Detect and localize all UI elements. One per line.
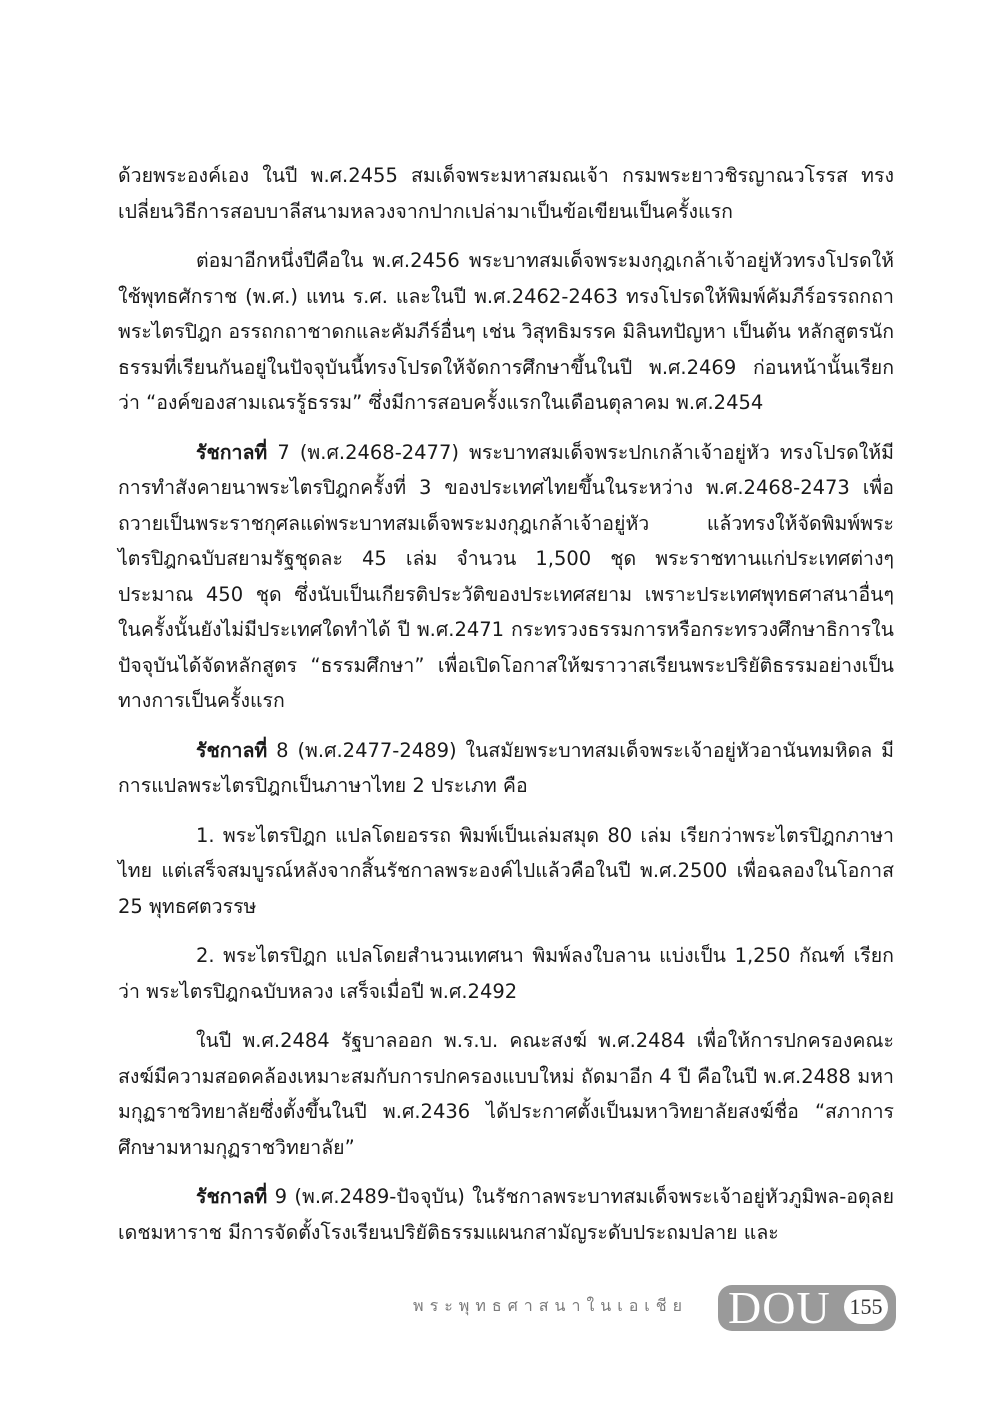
page-number: 155 <box>844 1290 888 1324</box>
brand-badge <box>718 1282 896 1333</box>
paragraph-text: ด้วยพระองค์เอง ในปี พ.ศ.2455 สมเด็จพระมหาสมณเจ้า กรมพระยาวชิรญาณวโรรส ทรงเปลี่ยนวิธีการสอบบาลีสนามหลวงจากปากเปล่ามาเป็นข้อเขียนเป็นครั้งแรก <box>118 164 894 223</box>
paragraph-text: 7 (พ.ศ.2468-2477) พระบาทสมเด็จพระปกเกล้าเจ้าอยู่หัว ทรงโปรดให้มีการทำสังคายนาพระไตรปิฎกครั้งที่ 3 ของประเทศไทยขึ้นในระหว่าง พ.ศ.2468-2473 เพื่อถวายเป็นพระราชกุศลแด่พระบาทสมเด็จพระมงกุฎเกล้าเจ้าอยู่หัว แล้วทรงให้จัดพิมพ์พระไตรปิฎกฉบับสยามรัฐชุดละ 45 เล่ม จำนวน 1,500 ชุด พระราชทานแก่ประเทศต่างๆ ประมาณ 450 ชุด ซึ่งนับเป็นเกียรติประวัติของประเทศสยาม เพราะประเทศพุทธศาสนาอื่นๆ ในครั้งนั้นยังไม่มีประเทศใดทำได้ ปี พ.ศ.2471 กระทรวงธรรมการหรือกระทรวงศึกษาธิการในปัจจุบันได้จัดหลักสูตร “ธรรมศึกษา” เพื่อเปิดโอกาสให้ฆราวาสเรียนพระปริยัติธรรมอย่างเป็นทางการเป็นครั้งแรก <box>118 440 894 712</box>
paragraph-text: 1. พระไตรปิฎก แปลโดยอรรถ พิมพ์เป็นเล่มสมุด 80 เล่ม เรียกว่าพระไตรปิฎกภาษาไทย แต่เสร็จสมบูรณ์หลังจากสิ้นรัชกาลพระองค์ไปแล้วคือในปี พ.ศ.2500 เพื่อฉลองในโอกาส 25 พุทธศตวรรษ <box>118 823 894 918</box>
paragraph-2 <box>118 243 894 421</box>
document-body <box>118 158 894 1264</box>
paragraph-item-2 <box>118 938 894 1009</box>
paragraph-text: 2. พระไตรปิฎก แปลโดยสำนวนเทศนา พิมพ์ลงใบลาน แบ่งเป็น 1,250 กัณฑ์ เรียกว่า พระไตรปิฎกฉบับหลวง เสร็จเมื่อปี พ.ศ.2492 <box>118 944 894 1003</box>
paragraph-text: 9 (พ.ศ.2489-ปัจจุบัน) ในรัชกาลพระบาทสมเด็จพระเจ้าอยู่หัวภูมิพล-อดุลยเดชมหาราช มีการจัดตั้งโรงเรียนปริยัติธรรมแผนกสามัญระดับประถมปลาย และ <box>118 1185 894 1244</box>
paragraph-reign-8 <box>118 733 894 804</box>
paragraph-text: ต่อมาอีกหนึ่งปีคือใน พ.ศ.2456 พระบาทสมเด็จพระมงกุฎเกล้าเจ้าอยู่หัวทรงโปรดให้ใช้พุทธศักราช (พ.ศ.) แทน ร.ศ. และในปี พ.ศ.2462-2463 ทรงโปรดให้พิมพ์คัมภีร์อรรถกถาพระไตรปิฎก อรรถกถาชาดกและคัมภีร์อื่นๆ เช่น วิสุทธิมรรค มิลินทปัญหา เป็นต้น หลักสูตรนักธรรมที่เรียนกันอยู่ในปัจจุบันนี้ทรงโปรดให้จัดการศึกษาขึ้นในปี พ.ศ.2469 ก่อนหน้านั้นเรียกว่า “องค์ของสามเณรรู้ธรรม” ซึ่งมีการสอบครั้งแรกในเดือนตุลาคม พ.ศ.2454 <box>118 249 894 414</box>
page-footer <box>0 1283 1000 1333</box>
paragraph-text: 8 (พ.ศ.2477-2489) ในสมัยพระบาทสมเด็จพระเจ้าอยู่หัวอานันทมหิดล มีการแปลพระไตรปิฎกเป็นภาษาไทย 2 ประเภท คือ <box>118 738 894 797</box>
paragraph-7 <box>118 1023 894 1165</box>
paragraph-lead: รัชกาลที่ <box>196 440 268 464</box>
paragraph-reign-7 <box>118 435 894 719</box>
paragraph-item-1 <box>118 818 894 925</box>
paragraph-lead: รัชกาลที่ <box>196 1185 268 1208</box>
brand-logo: DOU <box>728 1282 831 1333</box>
book-title: พระพุทธศาสนาในเอเชีย <box>413 1296 688 1315</box>
paragraph-reign-9 <box>118 1179 894 1250</box>
paragraph-text: ในปี พ.ศ.2484 รัฐบาลออก พ.ร.บ. คณะสงฆ์ พ.ศ.2484 เพื่อให้การปกครองคณะสงฆ์มีความสอดคล้องเหมาะสมกับการปกครองแบบใหม่ ถัดมาอีก 4 ปี คือในปี พ.ศ.2488 มหามกุฏราชวิทยาลัยซึ่งตั้งขึ้นในปี พ.ศ.2436 ได้ประกาศตั้งเป็นมหาวิทยาลัยสงฆ์ชื่อ “สภาการศึกษามหามกุฏราชวิทยาลัย” <box>118 1029 894 1159</box>
paragraph-lead: รัชกาลที่ <box>196 738 268 762</box>
paragraph-1 <box>118 158 894 229</box>
